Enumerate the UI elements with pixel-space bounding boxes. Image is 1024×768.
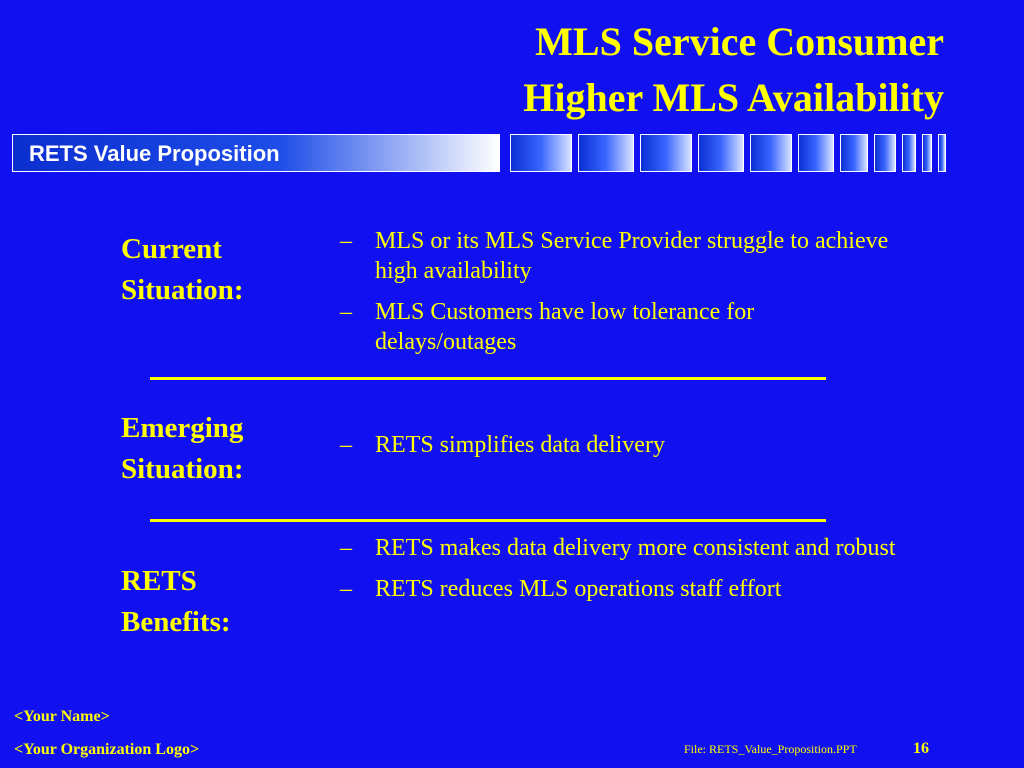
emerging-situation-label	[121, 408, 243, 490]
label-line: Current	[121, 233, 222, 265]
banner-block-decoration	[640, 134, 692, 172]
bullet-dash: –	[340, 228, 352, 254]
banner-block-decoration	[902, 134, 916, 172]
banner-block-decoration	[840, 134, 868, 172]
list-item	[340, 574, 900, 604]
list-item	[340, 533, 900, 563]
banner-title: RETS Value Proposition	[29, 141, 280, 166]
label-line: Situation:	[121, 453, 244, 485]
banner-block-decoration	[578, 134, 634, 172]
footer-name: <Your Name>	[14, 708, 110, 725]
banner-block-decoration	[938, 134, 946, 172]
bullet-text: RETS makes data delivery more consistent and robust	[375, 535, 896, 561]
current-situation-bullets	[340, 226, 900, 368]
section-divider	[150, 519, 826, 522]
list-item	[340, 430, 900, 460]
bullet-dash: –	[340, 535, 352, 561]
page-number: 16	[913, 740, 929, 757]
section-banner	[12, 134, 500, 172]
banner-block-decoration	[510, 134, 572, 172]
label-line: Emerging	[121, 412, 244, 444]
bullet-dash: –	[340, 432, 352, 458]
rets-benefits-bullets	[340, 533, 900, 615]
footer-file-name: File: RETS_Value_Proposition.PPT	[684, 742, 857, 756]
slide-title-line1: MLS Service Consumer	[535, 19, 944, 64]
banner-block-decoration	[922, 134, 932, 172]
current-situation-label	[121, 229, 243, 311]
label-line: Benefits:	[121, 606, 231, 638]
label-line: RETS	[121, 565, 197, 597]
bullet-text: MLS Customers have low tolerance for delays/outages	[375, 299, 755, 355]
footer-logo: <Your Organization Logo>	[14, 741, 200, 758]
banner-block-decoration	[698, 134, 744, 172]
slide-title-line2: Higher MLS Availability	[523, 75, 944, 120]
section-divider	[150, 377, 826, 380]
bullet-dash: –	[340, 299, 352, 325]
banner-block-decoration	[798, 134, 834, 172]
banner-block-decoration	[874, 134, 896, 172]
bullet-text: RETS reduces MLS operations staff effort	[375, 576, 782, 602]
rets-benefits-label	[121, 561, 231, 643]
label-line: Situation:	[121, 274, 244, 306]
bullet-dash: –	[340, 576, 352, 602]
bullet-text: MLS or its MLS Service Provider struggle to achieve high availability	[375, 228, 889, 284]
emerging-situation-bullets	[340, 430, 900, 471]
banner-block-decoration	[750, 134, 792, 172]
list-item	[340, 297, 900, 357]
list-item	[340, 226, 900, 286]
bullet-text: RETS simplifies data delivery	[375, 432, 665, 458]
